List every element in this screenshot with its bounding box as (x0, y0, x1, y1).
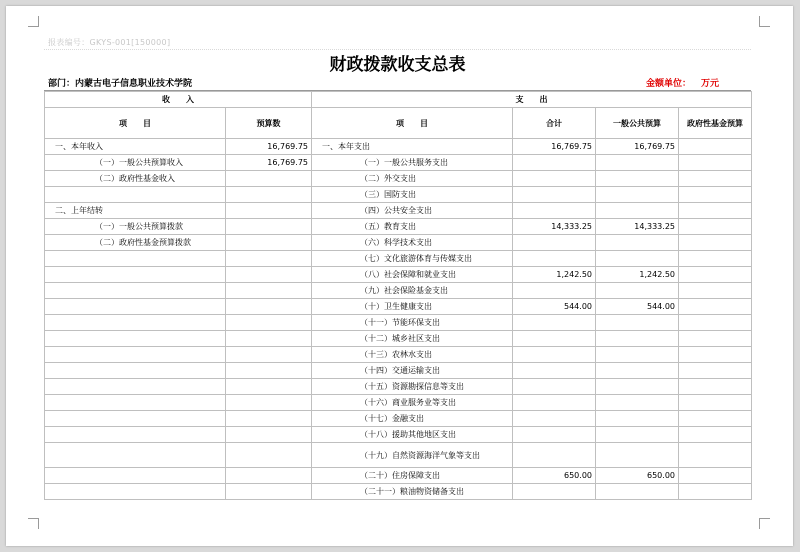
expense-item-cell: （十五）资源勘探信息等支出 (312, 379, 513, 395)
table-row (45, 155, 752, 171)
income-item-cell (45, 443, 226, 468)
expense-item-cell: （二十）住房保障支出 (312, 468, 513, 484)
general-budget-cell (596, 315, 679, 331)
general-budget-cell (596, 484, 679, 500)
income-amount-cell: 16,769.75 (226, 139, 312, 155)
general-budget-header: 一般公共预算 (596, 108, 679, 139)
expense-total-cell (513, 187, 596, 203)
income-item-cell (45, 379, 226, 395)
section-header-row (45, 92, 752, 108)
income-amount-cell (226, 171, 312, 187)
table-row (45, 299, 752, 315)
gov-fund-budget-cell (679, 347, 752, 363)
expense-item-cell: （十六）商业服务业等支出 (312, 395, 513, 411)
income-item-cell: （二）政府性基金收入 (45, 171, 226, 187)
gov-fund-budget-cell (679, 219, 752, 235)
gov-fund-budget-cell (679, 187, 752, 203)
crop-mark-bottom-right (759, 518, 770, 529)
general-budget-cell (596, 379, 679, 395)
report-frame (44, 35, 751, 500)
gov-fund-budget-cell (679, 171, 752, 187)
table-row (45, 379, 752, 395)
expense-total-cell (513, 315, 596, 331)
income-amount-cell (226, 235, 312, 251)
gov-fund-budget-header: 政府性基金预算 (679, 108, 752, 139)
expense-item-cell: （八）社会保障和就业支出 (312, 267, 513, 283)
income-amount-cell (226, 251, 312, 267)
expense-item-cell: （四）公共安全支出 (312, 203, 513, 219)
general-budget-cell (596, 347, 679, 363)
expense-item-cell: （九）社会保险基金支出 (312, 283, 513, 299)
income-amount-cell (226, 219, 312, 235)
income-amount-cell (226, 468, 312, 484)
table-row (45, 235, 752, 251)
general-budget-cell: 544.00 (596, 299, 679, 315)
income-amount-cell (226, 187, 312, 203)
gov-fund-budget-cell (679, 251, 752, 267)
general-budget-cell: 650.00 (596, 468, 679, 484)
gov-fund-budget-cell (679, 411, 752, 427)
expense-total-cell (513, 283, 596, 299)
table-row (45, 139, 752, 155)
expense-total-cell: 16,769.75 (513, 139, 596, 155)
income-amount-cell (226, 267, 312, 283)
expense-total-cell (513, 379, 596, 395)
expense-item-cell: （七）文化旅游体育与传媒支出 (312, 251, 513, 267)
crop-mark-top-right (759, 16, 770, 27)
income-budget-header: 预算数 (226, 108, 312, 139)
expense-item-cell: （十一）节能环保支出 (312, 315, 513, 331)
general-budget-cell (596, 187, 679, 203)
gov-fund-budget-cell (679, 484, 752, 500)
expense-total-cell (513, 395, 596, 411)
income-amount-cell (226, 331, 312, 347)
income-item-cell (45, 427, 226, 443)
income-item-cell (45, 299, 226, 315)
expense-total-cell (513, 363, 596, 379)
unit-value: 万元 (700, 78, 719, 89)
income-item-cell (45, 283, 226, 299)
expense-total-cell (513, 235, 596, 251)
table-row (45, 347, 752, 363)
table-row (45, 187, 752, 203)
gov-fund-budget-cell (679, 427, 752, 443)
unit-label: 金额单位： (645, 78, 691, 89)
expense-total-cell: 650.00 (513, 468, 596, 484)
table-row (45, 203, 752, 219)
general-budget-cell (596, 427, 679, 443)
general-budget-cell (596, 395, 679, 411)
expense-total-cell (513, 331, 596, 347)
income-item-cell (45, 315, 226, 331)
general-budget-cell (596, 171, 679, 187)
table-row (45, 411, 752, 427)
crop-mark-top-left (28, 16, 39, 27)
general-budget-cell: 16,769.75 (596, 139, 679, 155)
expense-item-cell: （二）外交支出 (312, 171, 513, 187)
income-amount-cell (226, 379, 312, 395)
income-amount-cell (226, 443, 312, 468)
gov-fund-budget-cell (679, 395, 752, 411)
expense-item-cell: （十三）农林水支出 (312, 347, 513, 363)
income-item-cell (45, 395, 226, 411)
general-budget-cell (596, 331, 679, 347)
budget-table (44, 91, 752, 500)
expense-item-cell: （十七）金融支出 (312, 411, 513, 427)
crop-mark-bottom-left (28, 518, 39, 529)
expense-total-cell (513, 427, 596, 443)
table-row (45, 331, 752, 347)
gov-fund-budget-cell (679, 139, 752, 155)
income-item-cell: （一）一般公共预算收入 (45, 155, 226, 171)
income-item-cell (45, 187, 226, 203)
income-item-cell (45, 363, 226, 379)
general-budget-cell (596, 203, 679, 219)
gov-fund-budget-cell (679, 468, 752, 484)
gov-fund-budget-cell (679, 283, 752, 299)
expense-item-cell: （十九）自然资源海洋气象等支出 (312, 443, 513, 468)
expense-item-cell: （三）国防支出 (312, 187, 513, 203)
gov-fund-budget-cell (679, 267, 752, 283)
expense-total-cell: 1,242.50 (513, 267, 596, 283)
gov-fund-budget-cell (679, 155, 752, 171)
expense-total-cell (513, 484, 596, 500)
expense-item-cell: （二十一）粮油物资储备支出 (312, 484, 513, 500)
income-amount-cell (226, 427, 312, 443)
unit-label-group (646, 76, 719, 89)
income-amount-cell (226, 363, 312, 379)
table-row (45, 219, 752, 235)
expense-item-cell: （十四）交通运输支出 (312, 363, 513, 379)
expense-total-cell: 14,333.25 (513, 219, 596, 235)
column-header-row (45, 108, 752, 139)
gov-fund-budget-cell (679, 235, 752, 251)
income-item-cell: 二、上年结转 (45, 203, 226, 219)
table-row (45, 443, 752, 468)
expense-total-cell (513, 443, 596, 468)
table-row (45, 363, 752, 379)
income-item-cell (45, 468, 226, 484)
expense-total-cell (513, 155, 596, 171)
general-budget-cell (596, 283, 679, 299)
general-budget-cell (596, 235, 679, 251)
expense-item-cell: （十八）援助其他地区支出 (312, 427, 513, 443)
expense-total-cell (513, 251, 596, 267)
income-amount-cell (226, 347, 312, 363)
income-amount-cell (226, 203, 312, 219)
income-item-cell (45, 251, 226, 267)
expense-total-cell (513, 171, 596, 187)
table-row (45, 171, 752, 187)
income-item-cell (45, 411, 226, 427)
table-row (45, 283, 752, 299)
expense-section-header: 支 出 (312, 92, 752, 108)
general-budget-cell (596, 363, 679, 379)
expense-item-cell: （十二）城乡社区支出 (312, 331, 513, 347)
income-amount-cell (226, 283, 312, 299)
expense-item-cell: （五）教育支出 (312, 219, 513, 235)
income-item-header: 项 目 (45, 108, 226, 139)
expense-total-cell (513, 411, 596, 427)
document-page (6, 6, 793, 546)
income-item-cell (45, 267, 226, 283)
income-item-cell: （一）一般公共预算拨款 (45, 219, 226, 235)
table-row (45, 251, 752, 267)
gov-fund-budget-cell (679, 331, 752, 347)
expense-item-cell: （六）科学技术支出 (312, 235, 513, 251)
table-row (45, 468, 752, 484)
expense-total-cell: 544.00 (513, 299, 596, 315)
general-budget-cell (596, 155, 679, 171)
income-amount-cell (226, 315, 312, 331)
expense-item-header: 项 目 (312, 108, 513, 139)
expense-total-cell (513, 347, 596, 363)
gov-fund-budget-cell (679, 443, 752, 468)
general-budget-cell: 14,333.25 (596, 219, 679, 235)
income-amount-cell (226, 299, 312, 315)
gov-fund-budget-cell (679, 379, 752, 395)
department-row (44, 74, 751, 91)
income-amount-cell (226, 411, 312, 427)
income-item-cell: 一、本年收入 (45, 139, 226, 155)
table-row (45, 315, 752, 331)
income-amount-cell (226, 484, 312, 500)
general-budget-cell (596, 443, 679, 468)
income-section-header: 收 入 (45, 92, 312, 108)
income-amount-cell: 16,769.75 (226, 155, 312, 171)
general-budget-cell (596, 411, 679, 427)
gov-fund-budget-cell (679, 203, 752, 219)
table-row (45, 395, 752, 411)
department-label: 部门：内蒙古电子信息职业技术学院 (48, 78, 193, 89)
expense-item-cell: （一）一般公共服务支出 (312, 155, 513, 171)
report-code: 报表编号：GKYS-001[150000] (44, 35, 751, 50)
table-row (45, 427, 752, 443)
income-item-cell (45, 331, 226, 347)
expense-item-cell: 一、本年支出 (312, 139, 513, 155)
income-item-cell (45, 347, 226, 363)
expense-item-cell: （十）卫生健康支出 (312, 299, 513, 315)
gov-fund-budget-cell (679, 315, 752, 331)
gov-fund-budget-cell (679, 299, 752, 315)
expense-total-cell (513, 203, 596, 219)
gov-fund-budget-cell (679, 363, 752, 379)
income-item-cell: （二）政府性基金预算拨款 (45, 235, 226, 251)
table-row (45, 267, 752, 283)
income-amount-cell (226, 395, 312, 411)
table-row (45, 484, 752, 500)
general-budget-cell (596, 251, 679, 267)
income-item-cell (45, 484, 226, 500)
report-title: 财政拨款收支总表 (329, 54, 466, 75)
general-budget-cell: 1,242.50 (596, 267, 679, 283)
expense-total-header: 合计 (513, 108, 596, 139)
